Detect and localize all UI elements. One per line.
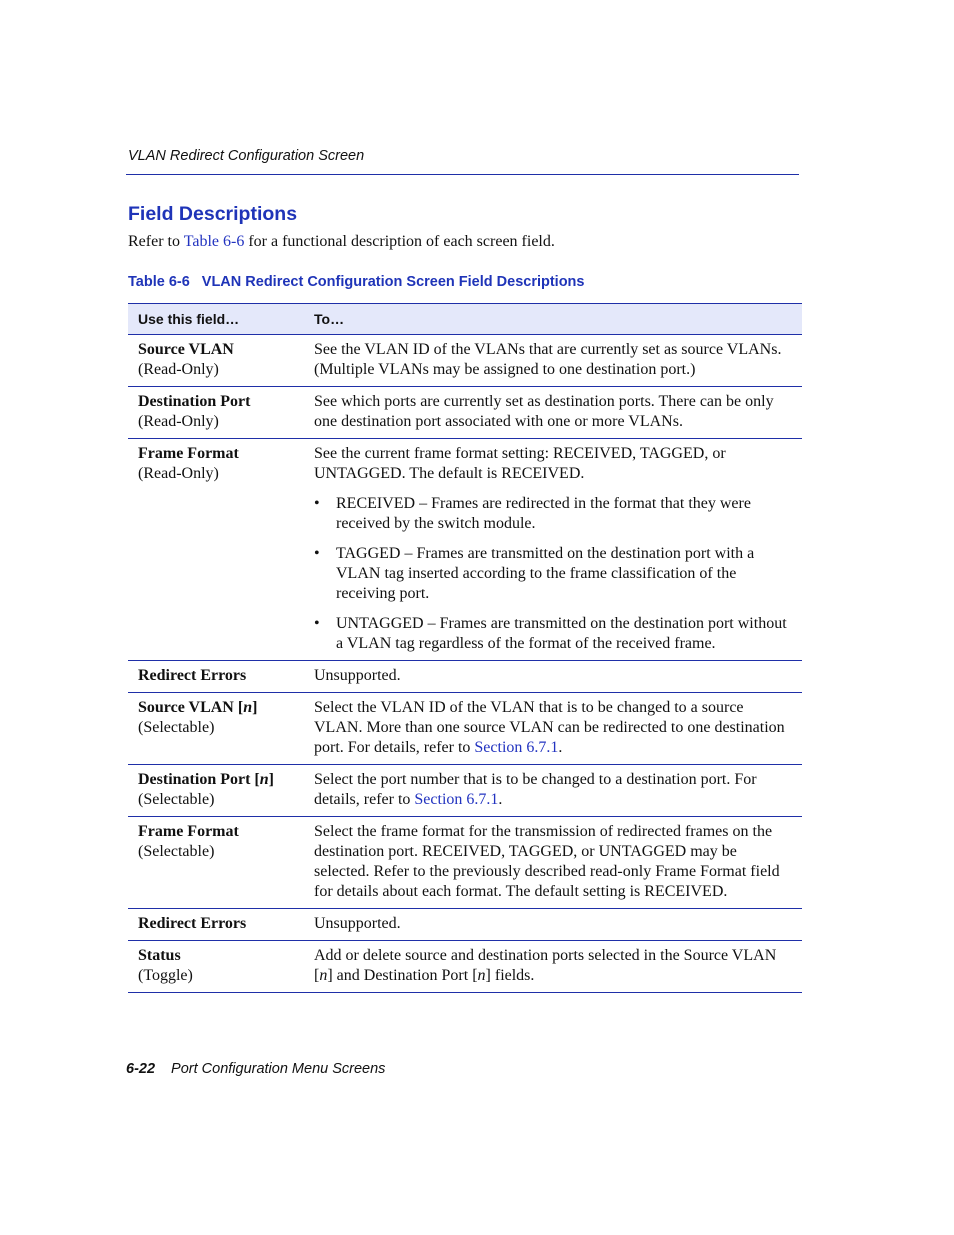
table-row	[128, 693, 802, 765]
table-header-row	[128, 304, 802, 335]
page-footer	[126, 1061, 385, 1077]
field-type: (Read-Only)	[138, 465, 219, 482]
header-rule	[126, 174, 799, 175]
bullet-icon: •	[314, 545, 320, 562]
field-descriptions-table	[128, 303, 802, 993]
field-type: (Read-Only)	[138, 361, 219, 378]
field-type: (Selectable)	[138, 791, 215, 808]
field-name: Redirect Errors	[138, 667, 247, 684]
table-row	[128, 817, 802, 909]
description-cell	[305, 439, 802, 661]
field-cell	[128, 387, 305, 439]
bullet-text: RECEIVED – Frames are redirected in the format that they were received by the switch module.	[336, 495, 751, 532]
format-bullet-list	[314, 494, 794, 654]
field-cell	[128, 439, 305, 661]
intro-text-before: Refer to	[128, 233, 184, 250]
description-cell: Unsupported.	[305, 909, 802, 941]
description-variable: n	[477, 967, 486, 984]
table-row	[128, 661, 802, 693]
field-cell	[128, 941, 305, 993]
table-row	[128, 941, 802, 993]
page-number: 6-22	[126, 1061, 156, 1077]
field-cell	[128, 335, 305, 387]
table-row	[128, 439, 802, 661]
description-cell: Select the frame format for the transmission of redirected frames on the destination port. RECEIVED, TAGGED, or UNTAGGED may be selected. Refer to the previously described read-only Frame Format field for details about each format. The default setting is RECEIVED.	[305, 817, 802, 909]
bullet-text: UNTAGGED – Frames are transmitted on the destination port without a VLAN tag regardless of the format of the received frame.	[336, 615, 787, 652]
description-text-b: ] and Destination Port [	[327, 967, 478, 984]
field-name-end: ]	[268, 771, 274, 788]
table-row	[128, 909, 802, 941]
section-link[interactable]: Section 6.7.1	[474, 739, 559, 756]
field-type: (Toggle)	[138, 967, 193, 984]
column-header-field: Use this field…	[128, 304, 305, 335]
section-link[interactable]: Section 6.7.1	[414, 791, 499, 808]
bullet-item	[314, 494, 794, 534]
field-cell	[128, 817, 305, 909]
table-link[interactable]: Table 6-6	[183, 233, 245, 250]
field-name-variable: n	[259, 771, 269, 788]
field-name: Frame Format	[138, 823, 239, 840]
field-type: (Selectable)	[138, 719, 215, 736]
field-name-text: Destination Port [	[138, 771, 260, 788]
description-cell	[305, 693, 802, 765]
field-name: Frame Format	[138, 445, 239, 462]
table-row	[128, 335, 802, 387]
chapter-title: Port Configuration Menu Screens	[171, 1061, 386, 1077]
field-type: (Selectable)	[138, 843, 215, 860]
column-header-to: To…	[305, 304, 802, 335]
description-end: .	[558, 739, 563, 756]
bullet-icon: •	[314, 615, 320, 632]
bullet-item	[314, 544, 794, 604]
bullet-text: TAGGED – Frames are transmitted on the destination port with a VLAN tag inserted according to the frame classification of the receiving port.	[336, 545, 755, 602]
running-header: VLAN Redirect Configuration Screen	[128, 148, 365, 164]
description-variable: n	[319, 967, 328, 984]
bullet-icon: •	[314, 495, 320, 512]
field-type: (Read-Only)	[138, 413, 219, 430]
field-name: Redirect Errors	[138, 915, 247, 932]
table-caption	[128, 274, 584, 290]
field-cell	[128, 693, 305, 765]
field-name	[138, 699, 257, 716]
intro-text-after: for a functional description of each screen field.	[244, 233, 555, 250]
table-caption-number: Table 6-6	[128, 274, 190, 290]
bullet-item	[314, 614, 794, 654]
field-name	[138, 771, 274, 788]
description-text: Select the port number that is to be changed to a destination port. For details, refer to	[314, 771, 757, 808]
field-name: Destination Port	[138, 393, 251, 410]
description-cell: Unsupported.	[305, 661, 802, 693]
table-row	[128, 765, 802, 817]
description-text-a: Add or delete source and destination ports selected in the Source VLAN [	[314, 947, 777, 984]
description-text-c: ] fields.	[485, 967, 535, 984]
description-end: .	[498, 791, 503, 808]
field-name-variable: n	[243, 699, 253, 716]
field-cell	[128, 661, 305, 693]
table-row	[128, 387, 802, 439]
description-cell: See which ports are currently set as destination ports. There can be only one destination port associated with one or more VLANs.	[305, 387, 802, 439]
section-title: Field Descriptions	[128, 203, 298, 225]
table-caption-title: VLAN Redirect Configuration Screen Field Descriptions	[201, 274, 585, 290]
field-cell	[128, 909, 305, 941]
field-name: Source VLAN	[138, 341, 234, 358]
description-cell: See the VLAN ID of the VLANs that are currently set as source VLANs. (Multiple VLANs may be assigned to one destination port.)	[305, 335, 802, 387]
field-cell	[128, 765, 305, 817]
intro-paragraph	[128, 232, 555, 252]
field-name-text: Source VLAN [	[138, 699, 244, 716]
description-cell	[305, 765, 802, 817]
description-text: See the current frame format setting: RECEIVED, TAGGED, or UNTAGGED. The default is RECEIVED.	[314, 445, 726, 482]
field-name-end: ]	[252, 699, 258, 716]
description-text: Select the VLAN ID of the VLAN that is to be changed to a source VLAN. More than one source VLAN can be redirected to one destination port. For details, refer to	[314, 699, 785, 756]
field-name: Status	[138, 947, 181, 964]
description-cell	[305, 941, 802, 993]
